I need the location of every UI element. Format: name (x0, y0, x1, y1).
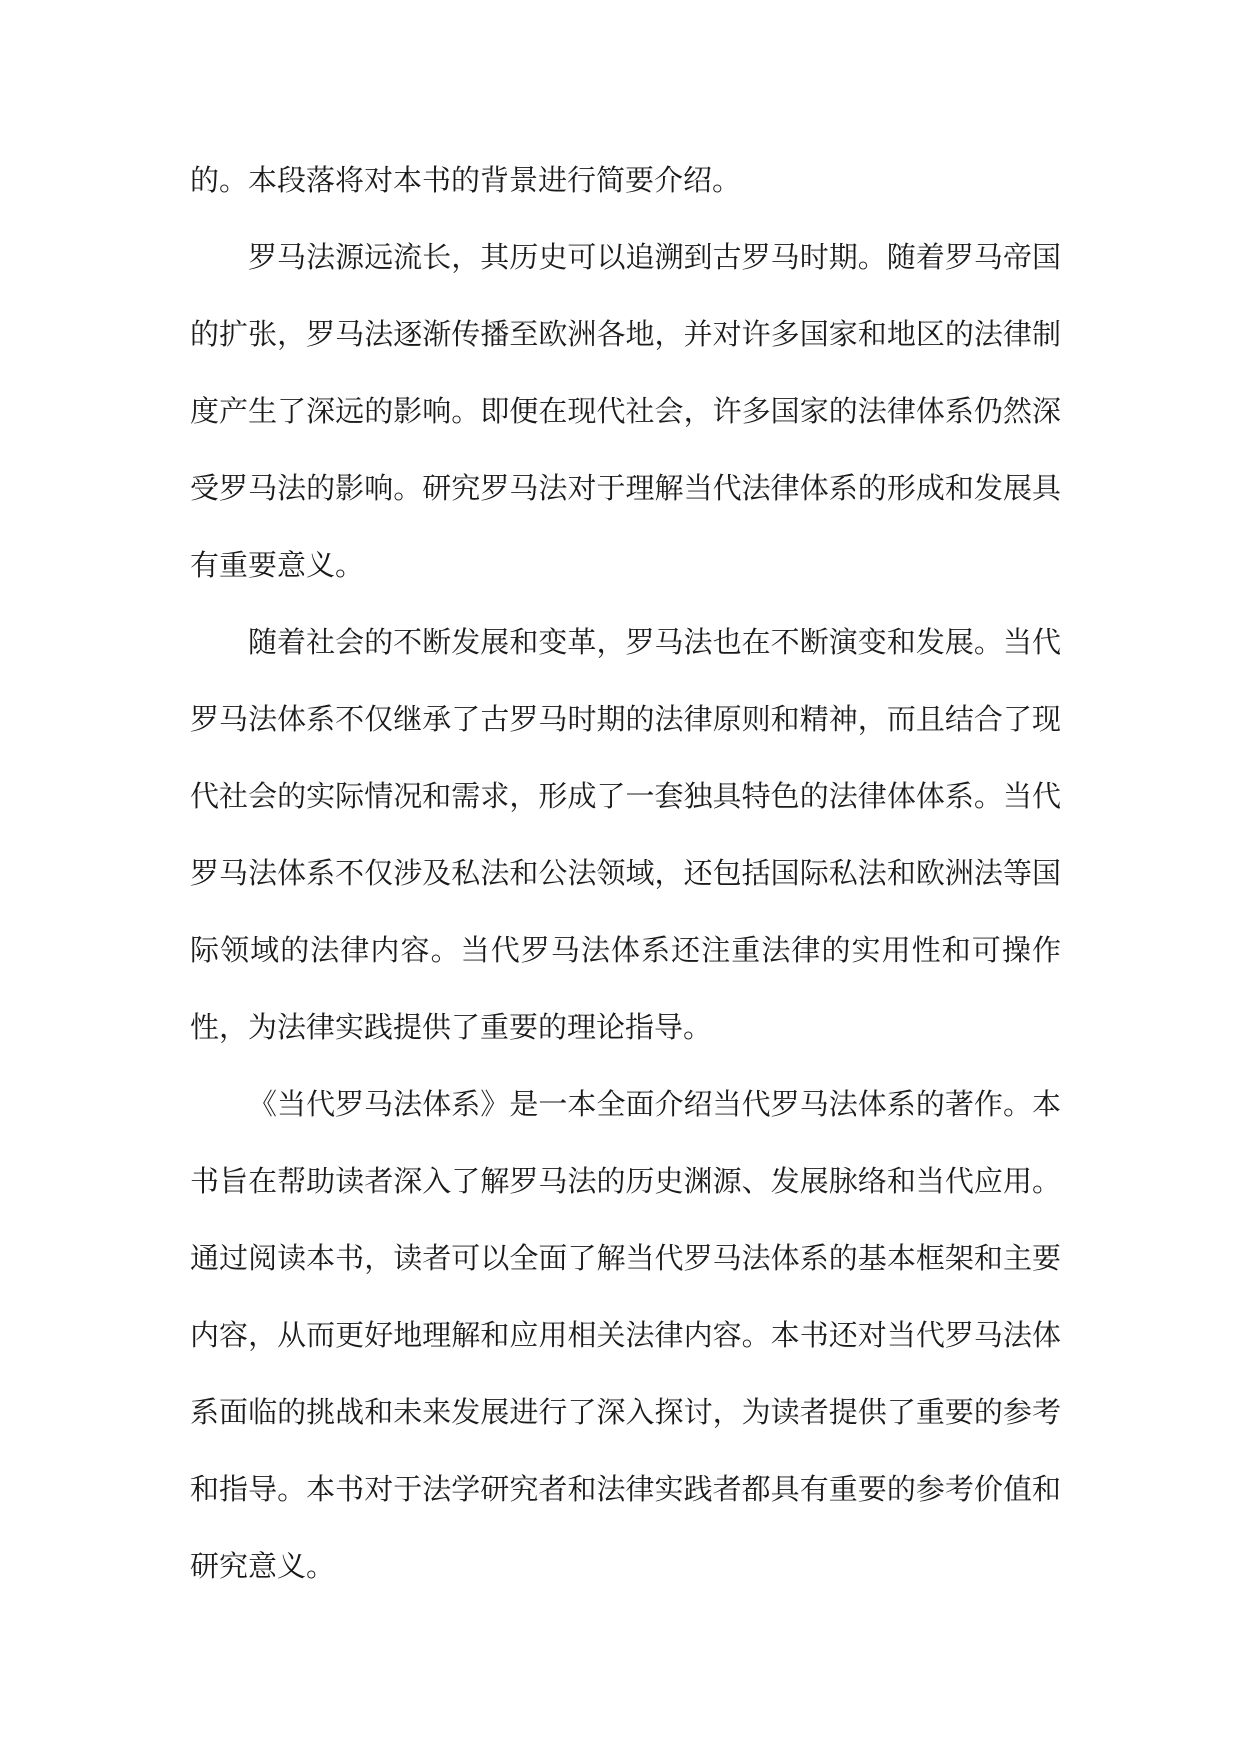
paragraph-roman-law-history: 罗马法源远流长，其历史可以追溯到古罗马时期。随着罗马帝国的扩张，罗马法逐渐传播至欧洲各地，并对许多国家和地区的法律制度产生了深远的影响。即便在现代社会，许多国家的法律体系仍然深受罗马法的影响。研究罗马法对于理解当代法律体系的形成和发展具有重要意义。 (190, 240, 1061, 582)
paragraph-book-introduction: 《当代罗马法体系》是一本全面介绍当代罗马法体系的著作。本书旨在帮助读者深入了解罗马法的历史渊源、发展脉络和当代应用。通过阅读本书，读者可以全面了解当代罗马法体系的基本框架和主要内容，从而更好地理解和应用相关法律内容。本书还对当代罗马法体系面临的挑战和未来发展进行了深入探讨，为读者提供了重要的参考和指导。本书对于法学研究者和法律实践者都具有重要的参考价值和研究意义。 (190, 1087, 1061, 1583)
body-text (190, 142, 1061, 1605)
paragraph-continuation: 的。本段落将对本书的背景进行简要介绍。 (190, 163, 742, 197)
paragraph-modern-system: 随着社会的不断发展和变革，罗马法也在不断演变和发展。当代罗马法体系不仅继承了古罗马时期的法律原则和精神，而且结合了现代社会的实际情况和需求，形成了一套独具特色的法律体体系。当代罗马法体系不仅涉及私法和公法领域，还包括国际私法和欧洲法等国际领域的法律内容。当代罗马法体系还注重法律的实用性和可操作性，为法律实践提供了重要的理论指导。 (190, 625, 1061, 1044)
